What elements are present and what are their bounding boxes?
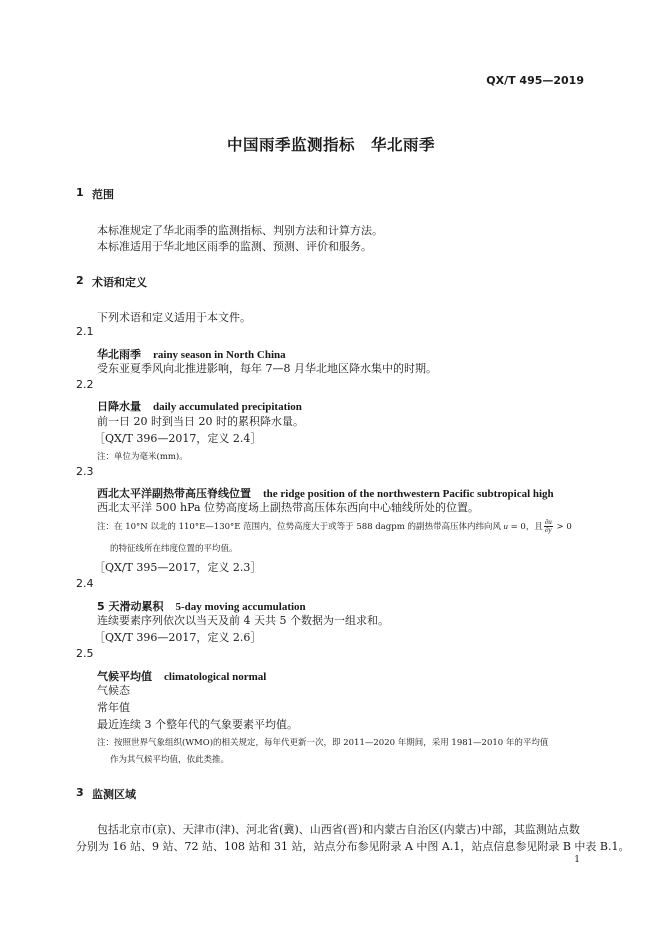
term-number: 2.3 (76, 465, 94, 478)
page-number: 1 (574, 855, 580, 865)
term-note (97, 519, 572, 534)
term-english: daily accumulated precipitation (153, 401, 302, 413)
fraction-denominator: ∂y (545, 526, 552, 534)
term-synonym: 气候态 (97, 684, 130, 697)
term-definition: 最近连续 3 个整年代的气象要素平均值。 (97, 718, 298, 731)
section-3-number: 3 (76, 786, 84, 799)
section-1-paragraph: 本标准适用于华北地区雨季的监测、预测、评价和服务。 (97, 240, 372, 253)
term-english: the ridge position of the northwestern Pacific subtropical high (263, 488, 554, 500)
term-reference: ［QX/T 396—2017，定义 2.4］ (94, 432, 262, 445)
fraction-numerator: ∂u (544, 518, 552, 526)
term-definition: 连续要素序列依次以当天及前 4 天共 5 个数据为一组求和。 (97, 614, 389, 627)
term-heading (97, 395, 302, 414)
term-english: 5-day moving accumulation (175, 601, 306, 613)
term-number: 2.5 (76, 647, 94, 660)
term-reference: ［QX/T 396—2017，定义 2.6］ (94, 631, 262, 644)
term-english: climatological normal (164, 671, 267, 683)
term-definition: 受东亚夏季风向北推进影响，每年 7—8 月华北地区降水集中的时期。 (97, 362, 437, 375)
term-english: rainy season in North China (153, 349, 286, 361)
term-chinese: 气候平均值 (97, 670, 152, 683)
term-note: 注：单位为毫米(mm)。 (97, 452, 188, 462)
section-2-title: 术语和定义 (92, 276, 147, 289)
section-1-paragraph: 本标准规定了华北雨季的监测指标、判别方法和计算方法。 (97, 224, 383, 237)
document-title: 中国雨季监测指标 华北雨季 (226, 136, 435, 154)
note-text: 注：在 10°N 以北的 110°E—130°E 范围内，位势高度大于或等于 588 dagpm 的副热带高压体内纬向风 (97, 522, 504, 532)
term-number: 2.4 (76, 577, 94, 590)
section-3-paragraph: 包括北京市(京)、天津市(津)、河北省(冀)、山西省(晋)和内蒙古自治区(内蒙古)中部，其监测站点数 (97, 823, 580, 836)
term-definition: 西北太平洋 500 hPa 位势高度场上副热带高压体东西向中心轴线所处的位置。 (97, 501, 480, 514)
term-synonym: 常年值 (97, 701, 130, 714)
term-definition: 前一日 20 时到当日 20 时的累积降水量。 (97, 415, 304, 428)
section-3-title: 监测区域 (92, 788, 136, 801)
term-note-continuation: 作为其气候平均值，依此类推。 (110, 755, 230, 765)
term-chinese: 5 天滑动累积 (97, 600, 164, 613)
term-note: 注：按照世界气象组织(WMO)的相关规定，每年代更新一次，即 2011—2020 年期间，采用 1981—2010 年的平均值 (97, 738, 549, 748)
section-2-intro: 下列术语和定义适用于本文件。 (97, 311, 251, 324)
section-1-title: 范围 (92, 188, 114, 201)
term-chinese: 华北雨季 (97, 348, 141, 361)
term-reference: ［QX/T 395—2017，定义 2.3］ (94, 561, 262, 574)
term-number: 2.1 (76, 325, 94, 338)
partial-derivative-fraction (544, 519, 553, 534)
section-2-number: 2 (76, 274, 84, 287)
term-note-continuation: 的特征线所在纬度位置的平均值。 (110, 544, 238, 554)
section-1-number: 1 (76, 186, 84, 199)
section-3-paragraph: 分别为 16 站、9 站、72 站、108 站和 31 站，站点分布参见附录 A 中图 A.1，站点信息参见附录 B 中表 B.1。 (76, 840, 630, 853)
document-code: QX/T 495—2019 (486, 74, 584, 87)
note-text: = 0，且 (507, 522, 543, 532)
note-text: > 0 (553, 522, 572, 532)
term-chinese: 日降水量 (97, 400, 141, 413)
term-number: 2.2 (76, 378, 94, 391)
math-variable: u (503, 521, 508, 531)
term-chinese: 西北太平洋副热带高压脊线位置 (97, 487, 251, 500)
